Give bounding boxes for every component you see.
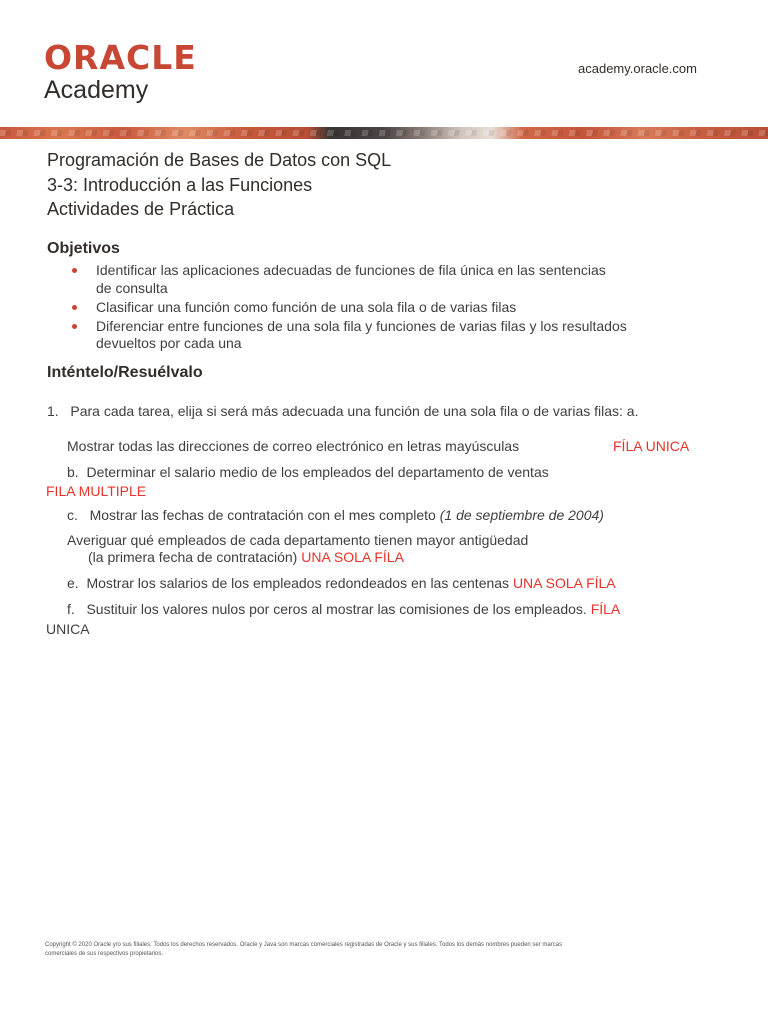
task-a-text: Mostrar todas las direcciones de correo electrónico en letras mayúsculas [67, 438, 520, 454]
task-example: (1 de septiembre de 2004) [439, 507, 604, 523]
task-f-answer: FÍLA [590, 601, 621, 617]
practice-heading: Inténtelo/Resuélvalo [47, 364, 203, 381]
logo-oracle-wordmark: ORACLE [44, 38, 197, 77]
task-b [67, 463, 549, 481]
site-url: academy.oracle.com [578, 61, 697, 76]
task-label: b. [67, 464, 79, 480]
objective-item: Diferenciar entre funciones de una sola fila y funciones de varias filas y los resultados devueltos por cada una [72, 318, 692, 353]
oracle-academy-logo [44, 40, 197, 104]
task-text: Determinar el salario medio de los empleados del departamento de ventas [86, 464, 549, 480]
logo-academy-wordmark: Academy [44, 76, 149, 104]
activity-title: Actividades de Práctica [47, 199, 235, 219]
task-c [67, 506, 604, 524]
question-number: 1. [47, 403, 59, 419]
decorative-banner-texture [0, 130, 768, 136]
task-text: (la primera fecha de contratación) [88, 549, 298, 565]
task-f-answer-continued: UNICA [46, 621, 90, 637]
task-d-text: Averiguar qué empleados de cada departamento tienen mayor antigüedad [67, 532, 529, 548]
task-d-answer: UNA SOLA FÍLA [301, 549, 404, 565]
task-a-answer: FÍLA UNICA [613, 438, 690, 454]
task-text: Mostrar las fechas de contratación con el mes completo [89, 507, 436, 523]
question-text: Para cada tarea, elija si será más adecuada una función de una sola fila o de varias filas: a. [70, 403, 639, 419]
task-label: e. [67, 575, 79, 591]
task-text: Mostrar los salarios de los empleados redondeados en las centenas [86, 575, 510, 591]
task-f [67, 600, 620, 618]
bullet-icon [72, 324, 77, 329]
copyright-line: Copyright © 2020 Oracle y/o sus filiales. Todos los derechos reservados. Oracle y Java son marcas comerciales registradas de Oracle y sus filiales. Todos los demás nombres pueden ser marcas [45, 942, 563, 948]
task-d-line2 [88, 548, 404, 566]
course-title: Programación de Bases de Datos con SQL [47, 150, 392, 170]
question-1 [47, 402, 638, 420]
bullet-icon [72, 268, 77, 273]
document-title [47, 148, 391, 222]
task-b-answer: FILA MULTIPLE [46, 483, 147, 499]
objectives-list [72, 262, 692, 354]
objective-item: Identificar las aplicaciones adecuadas de funciones de fila única en las sentencias de consulta [72, 262, 692, 297]
task-label: c. [67, 507, 78, 523]
objectives-heading: Objetivos [47, 240, 120, 257]
objective-item: Clasificar una función como función de una sola fila o de varias filas [72, 299, 692, 317]
bullet-icon [72, 305, 77, 310]
task-text: Sustituir los valores nulos por ceros al mostrar las comisiones de los empleados. [86, 601, 587, 617]
copyright-footer [45, 941, 705, 959]
lesson-title: 3-3: Introducción a las Funciones [47, 174, 313, 195]
task-label: f. [67, 601, 75, 617]
copyright-line: comerciales de sus respectivos propietarios. [45, 951, 164, 957]
task-e-answer: UNA SOLA FÍLA [512, 575, 616, 591]
task-e [67, 574, 616, 592]
